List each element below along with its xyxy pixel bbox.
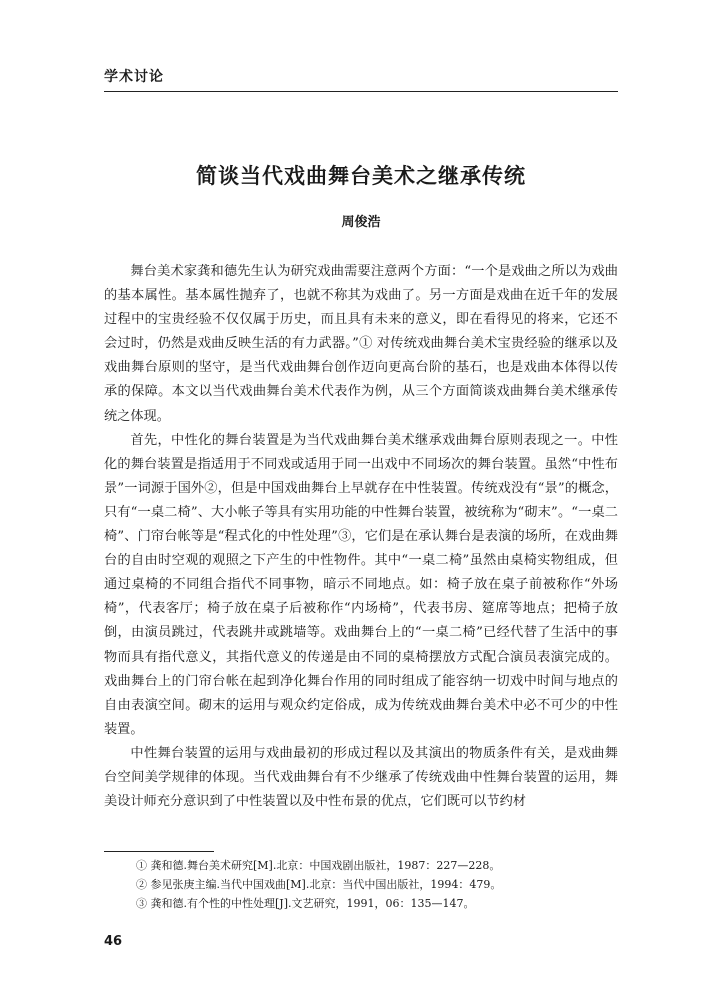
footnote: ③ 龚和德.有个性的中性处理[J].文艺研究，1991，06：135—147。 xyxy=(136,897,475,910)
body-paragraph: 舞台美术家龚和德先生认为研究戏曲需要注意两个方面：“一个是戏曲之所以为戏曲的基本属性。基本属性抛弃了，也就不称其为戏曲了。另一方面是戏曲在近千年的发展过程中的宝贵经验不仅仅属于历史，而且具有未来的意义，即在看得见的将来，它还不会过时，仍然是戏曲反映生活的有力武器。”① 对传统戏曲舞台美术宝贵经验的继承以及戏曲舞台原则的坚守，是当代戏曲舞台创作迈向更高台阶的基石，也是戏曲本体得以传承的保障。本文以当代戏曲舞台美术代表作为例，从三个方面简谈戏曲舞台美术继承传统之体现。 xyxy=(104,264,618,424)
footnote-divider xyxy=(104,851,214,852)
body-paragraph: 中性舞台装置的运用与戏曲最初的形成过程以及其演出的物质条件有关，是戏曲舞台空间美学规律的体现。当代戏曲舞台有不少继承了传统戏曲中性舞台装置的运用，舞美设计师充分意识到了中性装置以及中性布景的优点，它们既可以节约材 xyxy=(104,745,618,810)
page-number: 46 xyxy=(104,934,123,949)
footnotes xyxy=(136,856,618,913)
footnote: ② 参见张庚主编.当代中国戏曲[M].北京：当代中国出版社，1994：479。 xyxy=(136,878,502,891)
header-divider xyxy=(104,91,618,92)
body-paragraph: 首先，中性化的舞台装置是为当代戏曲舞台美术继承戏曲舞台原则表现之一。中性化的舞台装置是指适用于不同戏或适用于同一出戏中不同场次的舞台装置。虽然“中性布景”一词源于国外②，但是中国戏曲舞台上早就存在中性装置。传统戏没有“景”的概念，只有“一桌二椅”、大小帐子等具有实用功能的中性舞台装置，被统称为“砌末”。“一桌二椅”、门帘台帐等是“程式化的中性处理”③，它们是在承认舞台是表演的场所，在戏曲舞台的自由时空观的观照之下产生的中性物件。其中“一桌二椅”虽然由桌椅实物组成，但通过桌椅的不同组合指代不同事物，暗示不同地点。如：椅子放在桌子前被称作“外场椅”，代表客厅；椅子放在桌子后被称作“内场椅”，代表书房、筵席等地点；把椅子放倒，由演员跳过，代表跳井或跳墙等。戏曲舞台上的“一桌二椅”已经代替了生活中的事物而具有指代意义，其指代意义的传递是由不同的桌椅摆放方式配合演员表演完成的。戏曲舞台上的门帘台帐在起到净化舞台作用的同时组成了能容纳一切戏中时间与地点的自由表演空间。砌末的运用与观众约定俗成，成为传统戏曲舞台美术中必不可少的中性装置。 xyxy=(104,432,618,737)
footnote: ① 龚和德.舞台美术研究[M].北京：中国戏剧出版社，1987：227—228。 xyxy=(136,859,501,872)
article-body xyxy=(104,260,618,814)
article-author: 周俊浩 xyxy=(341,215,381,230)
running-head-section: 学术讨论 xyxy=(104,69,164,85)
article-title: 简谈当代戏曲舞台美术之继承传统 xyxy=(196,164,526,188)
